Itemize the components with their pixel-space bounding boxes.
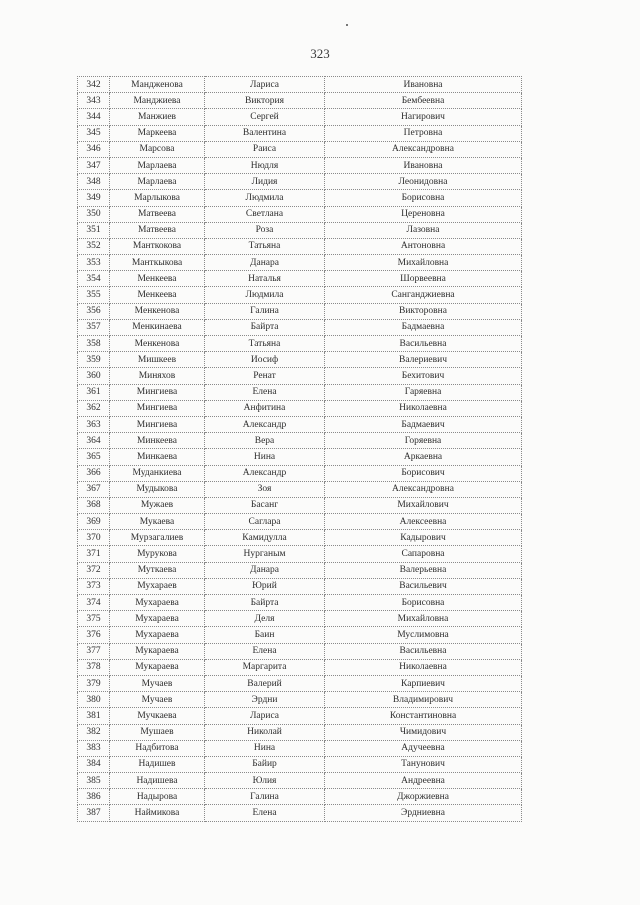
last-name-cell: Менкеева <box>110 287 205 303</box>
last-name-cell: Минкеева <box>110 433 205 449</box>
last-name-cell: Мудыкова <box>110 481 205 497</box>
patronymic-cell: Джоржиевна <box>325 789 522 805</box>
row-number-cell: 373 <box>78 578 110 594</box>
table-row <box>78 692 522 708</box>
patronymic-cell: Чимидович <box>325 724 522 740</box>
last-name-cell: Муткаева <box>110 562 205 578</box>
last-name-cell: Мукараева <box>110 643 205 659</box>
last-name-cell: Мукараева <box>110 659 205 675</box>
first-name-cell: Баин <box>205 627 325 643</box>
patronymic-cell: Михайловна <box>325 255 522 271</box>
first-name-cell: Елена <box>205 643 325 659</box>
first-name-cell: Ренат <box>205 368 325 384</box>
first-name-cell: Нюдля <box>205 157 325 173</box>
first-name-cell: Данара <box>205 255 325 271</box>
first-name-cell: Галина <box>205 789 325 805</box>
row-number-cell: 380 <box>78 692 110 708</box>
first-name-cell: Данара <box>205 562 325 578</box>
last-name-cell: Манткыкова <box>110 255 205 271</box>
patronymic-cell: Борисовна <box>325 190 522 206</box>
patronymic-cell: Владимирович <box>325 692 522 708</box>
patronymic-cell: Николаевна <box>325 400 522 416</box>
first-name-cell: Байрта <box>205 595 325 611</box>
table-row <box>78 724 522 740</box>
table-row <box>78 627 522 643</box>
table-row <box>78 319 522 335</box>
row-number-cell: 367 <box>78 481 110 497</box>
row-number-cell: 364 <box>78 433 110 449</box>
table-row <box>78 546 522 562</box>
table-row <box>78 384 522 400</box>
patronymic-cell: Цереновна <box>325 206 522 222</box>
table-row <box>78 255 522 271</box>
table-row <box>78 238 522 254</box>
row-number-cell: 366 <box>78 465 110 481</box>
last-name-cell: Мандженова <box>110 77 205 93</box>
patronymic-cell: Васильевна <box>325 336 522 352</box>
patronymic-cell: Эрдниевна <box>325 805 522 821</box>
table-row <box>78 400 522 416</box>
table-row <box>78 578 522 594</box>
table-row <box>78 643 522 659</box>
row-number-cell: 357 <box>78 319 110 335</box>
first-name-cell: Людмила <box>205 287 325 303</box>
last-name-cell: Мухараева <box>110 595 205 611</box>
first-name-cell: Наталья <box>205 271 325 287</box>
row-number-cell: 384 <box>78 756 110 772</box>
last-name-cell: Мингиева <box>110 416 205 432</box>
patronymic-cell: Ивановна <box>325 157 522 173</box>
patronymic-cell: Нагирович <box>325 109 522 125</box>
patronymic-cell: Андреевна <box>325 773 522 789</box>
first-name-cell: Лидия <box>205 174 325 190</box>
first-name-cell: Светлана <box>205 206 325 222</box>
table-row <box>78 287 522 303</box>
last-name-cell: Матвеева <box>110 222 205 238</box>
patronymic-cell: Алексеевна <box>325 514 522 530</box>
row-number-cell: 359 <box>78 352 110 368</box>
first-name-cell: Вера <box>205 433 325 449</box>
row-number-cell: 354 <box>78 271 110 287</box>
row-number-cell: 379 <box>78 675 110 691</box>
patronymic-cell: Бадмаевна <box>325 319 522 335</box>
row-number-cell: 346 <box>78 141 110 157</box>
last-name-cell: Мучаев <box>110 675 205 691</box>
row-number-cell: 386 <box>78 789 110 805</box>
patronymic-cell: Михайлович <box>325 497 522 513</box>
last-name-cell: Надишева <box>110 773 205 789</box>
patronymic-cell: Муслимовна <box>325 627 522 643</box>
table-row <box>78 109 522 125</box>
table-row <box>78 530 522 546</box>
roster-table <box>77 76 522 822</box>
last-name-cell: Мучаев <box>110 692 205 708</box>
last-name-cell: Мукаева <box>110 514 205 530</box>
row-number-cell: 351 <box>78 222 110 238</box>
row-number-cell: 356 <box>78 303 110 319</box>
last-name-cell: Марлыкова <box>110 190 205 206</box>
last-name-cell: Матвеева <box>110 206 205 222</box>
table-row <box>78 93 522 109</box>
patronymic-cell: Ивановна <box>325 77 522 93</box>
row-number-cell: 343 <box>78 93 110 109</box>
row-number-cell: 375 <box>78 611 110 627</box>
scan-speck <box>346 24 348 26</box>
patronymic-cell: Аркаевна <box>325 449 522 465</box>
first-name-cell: Байрта <box>205 319 325 335</box>
last-name-cell: Мингиева <box>110 384 205 400</box>
row-number-cell: 349 <box>78 190 110 206</box>
table-row <box>78 352 522 368</box>
table-row <box>78 157 522 173</box>
patronymic-cell: Бембеевна <box>325 93 522 109</box>
table-row <box>78 659 522 675</box>
table-row <box>78 368 522 384</box>
row-number-cell: 385 <box>78 773 110 789</box>
first-name-cell: Валерий <box>205 675 325 691</box>
last-name-cell: Надбитова <box>110 740 205 756</box>
table-row <box>78 611 522 627</box>
first-name-cell: Елена <box>205 384 325 400</box>
table-row <box>78 449 522 465</box>
last-name-cell: Мурзагалиев <box>110 530 205 546</box>
table-row <box>78 222 522 238</box>
row-number-cell: 369 <box>78 514 110 530</box>
patronymic-cell: Борисович <box>325 465 522 481</box>
table-row <box>78 675 522 691</box>
first-name-cell: Байир <box>205 756 325 772</box>
table-row <box>78 77 522 93</box>
first-name-cell: Нурганым <box>205 546 325 562</box>
table-row <box>78 708 522 724</box>
table-row <box>78 271 522 287</box>
patronymic-cell: Шорвеевна <box>325 271 522 287</box>
table-row <box>78 562 522 578</box>
first-name-cell: Юлия <box>205 773 325 789</box>
patronymic-cell: Александровна <box>325 481 522 497</box>
table-row <box>78 303 522 319</box>
first-name-cell: Раиса <box>205 141 325 157</box>
row-number-cell: 371 <box>78 546 110 562</box>
last-name-cell: Надырова <box>110 789 205 805</box>
row-number-cell: 374 <box>78 595 110 611</box>
table-row <box>78 433 522 449</box>
last-name-cell: Манжиев <box>110 109 205 125</box>
last-name-cell: Мишкеев <box>110 352 205 368</box>
row-number-cell: 361 <box>78 384 110 400</box>
table-row <box>78 465 522 481</box>
patronymic-cell: Гаряевна <box>325 384 522 400</box>
first-name-cell: Эрдни <box>205 692 325 708</box>
row-number-cell: 347 <box>78 157 110 173</box>
row-number-cell: 383 <box>78 740 110 756</box>
row-number-cell: 344 <box>78 109 110 125</box>
table-row <box>78 595 522 611</box>
row-number-cell: 377 <box>78 643 110 659</box>
patronymic-cell: Антоновна <box>325 238 522 254</box>
last-name-cell: Маркеева <box>110 125 205 141</box>
row-number-cell: 382 <box>78 724 110 740</box>
last-name-cell: Мушаев <box>110 724 205 740</box>
last-name-cell: Менкенова <box>110 303 205 319</box>
last-name-cell: Мурукова <box>110 546 205 562</box>
first-name-cell: Нина <box>205 740 325 756</box>
table-row <box>78 125 522 141</box>
first-name-cell: Галина <box>205 303 325 319</box>
patronymic-cell: Танунович <box>325 756 522 772</box>
patronymic-cell: Бадмаевич <box>325 416 522 432</box>
row-number-cell: 363 <box>78 416 110 432</box>
last-name-cell: Мухараева <box>110 611 205 627</box>
patronymic-cell: Леонидовна <box>325 174 522 190</box>
last-name-cell: Марлаева <box>110 174 205 190</box>
row-number-cell: 353 <box>78 255 110 271</box>
table-row <box>78 416 522 432</box>
row-number-cell: 372 <box>78 562 110 578</box>
row-number-cell: 368 <box>78 497 110 513</box>
row-number-cell: 358 <box>78 336 110 352</box>
first-name-cell: Юрий <box>205 578 325 594</box>
last-name-cell: Манджиева <box>110 93 205 109</box>
patronymic-cell: Васильевич <box>325 578 522 594</box>
first-name-cell: Лариса <box>205 77 325 93</box>
last-name-cell: Минкаева <box>110 449 205 465</box>
first-name-cell: Лариса <box>205 708 325 724</box>
table-row <box>78 514 522 530</box>
table-row <box>78 336 522 352</box>
row-number-cell: 352 <box>78 238 110 254</box>
row-number-cell: 365 <box>78 449 110 465</box>
first-name-cell: Деля <box>205 611 325 627</box>
last-name-cell: Манткокова <box>110 238 205 254</box>
patronymic-cell: Сапаровна <box>325 546 522 562</box>
row-number-cell: 342 <box>78 77 110 93</box>
patronymic-cell: Лазовна <box>325 222 522 238</box>
patronymic-cell: Валерьевна <box>325 562 522 578</box>
row-number-cell: 345 <box>78 125 110 141</box>
table-row <box>78 206 522 222</box>
last-name-cell: Менкеева <box>110 271 205 287</box>
first-name-cell: Роза <box>205 222 325 238</box>
last-name-cell: Миняхов <box>110 368 205 384</box>
patronymic-cell: Васильевна <box>325 643 522 659</box>
first-name-cell: Валентина <box>205 125 325 141</box>
patronymic-cell: Горяевна <box>325 433 522 449</box>
last-name-cell: Марлаева <box>110 157 205 173</box>
table-row <box>78 756 522 772</box>
patronymic-cell: Валериевич <box>325 352 522 368</box>
row-number-cell: 350 <box>78 206 110 222</box>
first-name-cell: Иосиф <box>205 352 325 368</box>
row-number-cell: 355 <box>78 287 110 303</box>
last-name-cell: Надишев <box>110 756 205 772</box>
patronymic-cell: Николаевна <box>325 659 522 675</box>
first-name-cell: Камидулла <box>205 530 325 546</box>
first-name-cell: Анфитина <box>205 400 325 416</box>
last-name-cell: Наймикова <box>110 805 205 821</box>
first-name-cell: Татьяна <box>205 336 325 352</box>
row-number-cell: 370 <box>78 530 110 546</box>
table-row <box>78 497 522 513</box>
first-name-cell: Нина <box>205 449 325 465</box>
patronymic-cell: Александровна <box>325 141 522 157</box>
first-name-cell: Александр <box>205 465 325 481</box>
table-row <box>78 481 522 497</box>
roster-table-body <box>78 77 522 822</box>
page-number: 323 <box>310 46 330 61</box>
row-number-cell: 362 <box>78 400 110 416</box>
patronymic-cell: Константиновна <box>325 708 522 724</box>
last-name-cell: Мингиева <box>110 400 205 416</box>
first-name-cell: Зоя <box>205 481 325 497</box>
row-number-cell: 378 <box>78 659 110 675</box>
first-name-cell: Александр <box>205 416 325 432</box>
table-row <box>78 773 522 789</box>
first-name-cell: Татьяна <box>205 238 325 254</box>
last-name-cell: Мухараева <box>110 627 205 643</box>
patronymic-cell: Адучеевна <box>325 740 522 756</box>
table-row <box>78 740 522 756</box>
row-number-cell: 360 <box>78 368 110 384</box>
first-name-cell: Сергей <box>205 109 325 125</box>
patronymic-cell: Бехитович <box>325 368 522 384</box>
first-name-cell: Виктория <box>205 93 325 109</box>
row-number-cell: 387 <box>78 805 110 821</box>
patronymic-cell: Викторовна <box>325 303 522 319</box>
table-row <box>78 789 522 805</box>
first-name-cell: Людмила <box>205 190 325 206</box>
last-name-cell: Мучкаева <box>110 708 205 724</box>
last-name-cell: Мухараев <box>110 578 205 594</box>
patronymic-cell: Михайловна <box>325 611 522 627</box>
first-name-cell: Елена <box>205 805 325 821</box>
last-name-cell: Менкенова <box>110 336 205 352</box>
last-name-cell: Мужаев <box>110 497 205 513</box>
first-name-cell: Маргарита <box>205 659 325 675</box>
first-name-cell: Николай <box>205 724 325 740</box>
row-number-cell: 376 <box>78 627 110 643</box>
row-number-cell: 381 <box>78 708 110 724</box>
patronymic-cell: Кадырович <box>325 530 522 546</box>
table-row <box>78 174 522 190</box>
patronymic-cell: Санганджиевна <box>325 287 522 303</box>
patronymic-cell: Карпиевич <box>325 675 522 691</box>
last-name-cell: Марсова <box>110 141 205 157</box>
row-number-cell: 348 <box>78 174 110 190</box>
first-name-cell: Саглара <box>205 514 325 530</box>
first-name-cell: Басанг <box>205 497 325 513</box>
patronymic-cell: Петровна <box>325 125 522 141</box>
patronymic-cell: Борисовна <box>325 595 522 611</box>
last-name-cell: Менкинаева <box>110 319 205 335</box>
table-row <box>78 190 522 206</box>
table-row <box>78 805 522 821</box>
last-name-cell: Муданкиева <box>110 465 205 481</box>
table-row <box>78 141 522 157</box>
